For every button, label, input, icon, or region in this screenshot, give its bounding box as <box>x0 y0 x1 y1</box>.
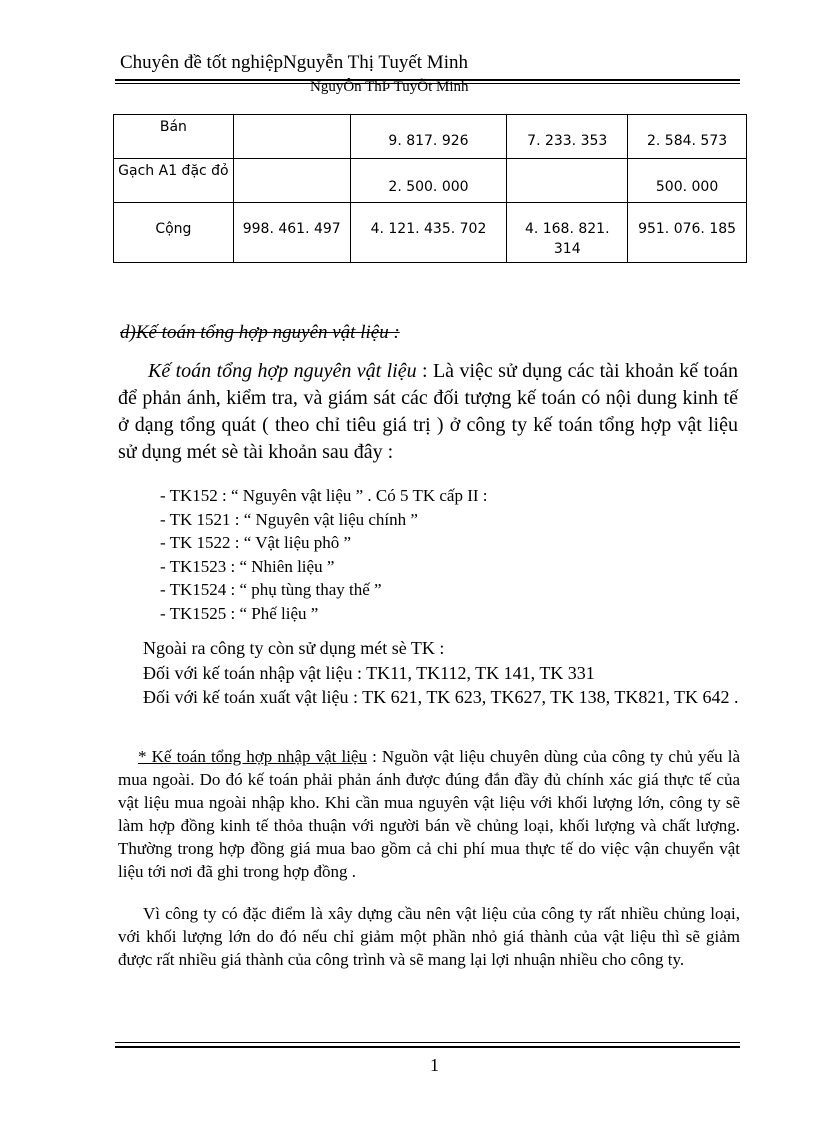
list-item: - TK 1521 : “ Nguyên vật liệu chính ” <box>160 509 418 529</box>
table-cell: 2. 500. 000 <box>350 159 507 203</box>
page-number: 1 <box>430 1055 439 1075</box>
header-subtitle: NguyÔn ThÞ TuyÕt Minh <box>310 79 469 95</box>
list-item: - TK152 : “ Nguyên vật liệu ” . Có 5 TK cấp II : <box>160 486 488 505</box>
list-item: - TK 1522 : “ Vật liệu phô ” <box>160 533 352 552</box>
table-cell <box>233 159 350 203</box>
table-cell <box>507 159 628 203</box>
intro-lead: Kế toán tổng hợp nguyên vật liệu <box>148 360 417 382</box>
section-heading: d)Kế toán tổng hợp nguyên vật liệu : <box>120 322 400 343</box>
table-cell: Gạch A1 đặc đỏ <box>114 159 234 203</box>
other-accounts <box>118 636 740 710</box>
import-accounts: Đối với kế toán nhập vật liệu : TK11, TK112, TK 141, TK 331 <box>143 662 595 683</box>
table-row <box>114 203 747 263</box>
table-cell: 4. 121. 435. 702 <box>350 203 507 263</box>
closing-paragraph: Vì công ty có đặc điểm là xây dựng cầu nên vật liệu của công ty rất nhiều chủng loại, với khối lượng lớn do đó nếu chỉ giảm một phần nhỏ giá thành của vật liệu thì sẽ giảm được rất nhiều giá thành của công trình và sẽ mang lại lợi nhuận nhiều cho công ty. <box>118 904 740 969</box>
footer-rule <box>115 1046 740 1048</box>
table-row <box>114 115 747 159</box>
other-accounts-intro: Ngoài ra công ty còn sử dụng mét sè TK : <box>143 638 445 658</box>
table-cell: Bán <box>114 115 234 159</box>
intro-paragraph <box>118 358 738 466</box>
table-cell: 7. 233. 353 <box>507 115 628 159</box>
table-cell: 9. 817. 926 <box>350 115 507 159</box>
table-cell: 998. 461. 497 <box>233 203 350 263</box>
header-title: Chuyên đề tốt nghiệpNguyễn Thị Tuyết Minh <box>120 52 468 73</box>
table-cell: 4. 168. 821. 314 <box>507 203 628 263</box>
import-heading: * Kế toán tổng hợp nhập vật liệu <box>138 747 367 766</box>
list-item: - TK1525 : “ Phế liệu ” <box>160 603 319 623</box>
export-accounts: Đối với kế toán xuất vật liệu : TK 621, TK 623, TK627, TK 138, TK821, TK 642 . <box>143 687 739 707</box>
import-text: : Nguồn vật liệu chuyên dùng của công ty chủ yếu là mua ngoài. Do đó kế toán phải phản ánh được đúng đắn đầy đủ chính xác giá thực tế của vật liệu mua ngoài nhập kho. Khi cần mua nguyên vật liệu với khối lượng lớn, công ty sẽ làm hợp đồng kinh tế thỏa thuận với người bán về chủng loại, khối lượng và chất lượng. Thường trong hợp đồng giá mua bao gồm cả chi phí mua thực tế do việc vận chuyển vật liệu tới nơi đã ghi trong hợp đồng . <box>118 747 740 881</box>
footer-rule-thin <box>115 1042 740 1043</box>
import-paragraph <box>118 745 740 883</box>
table-cell: 500. 000 <box>628 159 747 203</box>
table-cell: Cộng <box>114 203 234 263</box>
table-cell: 951. 076. 185 <box>628 203 747 263</box>
table-cell <box>233 115 350 159</box>
account-list <box>160 484 488 625</box>
list-item: - TK1523 : “ Nhiên liệu ” <box>160 556 335 576</box>
data-table <box>113 114 747 263</box>
list-item: - TK1524 : “ phụ tùng thay thế ” <box>160 580 382 599</box>
table-cell: 2. 584. 573 <box>628 115 747 159</box>
intro-text: : Là việc sử dụng các tài khoản kế toán để phản ánh, kiểm tra, và giám sát các đối tượng kế toán có nội dung kinh tế ở dạng tổng quát ( theo chỉ tiêu giá trị ) ở công ty kế toán tổng hợp vật liệu sử dụng mét sè tài khoản sau đây : <box>118 360 738 463</box>
table-row <box>114 159 747 203</box>
